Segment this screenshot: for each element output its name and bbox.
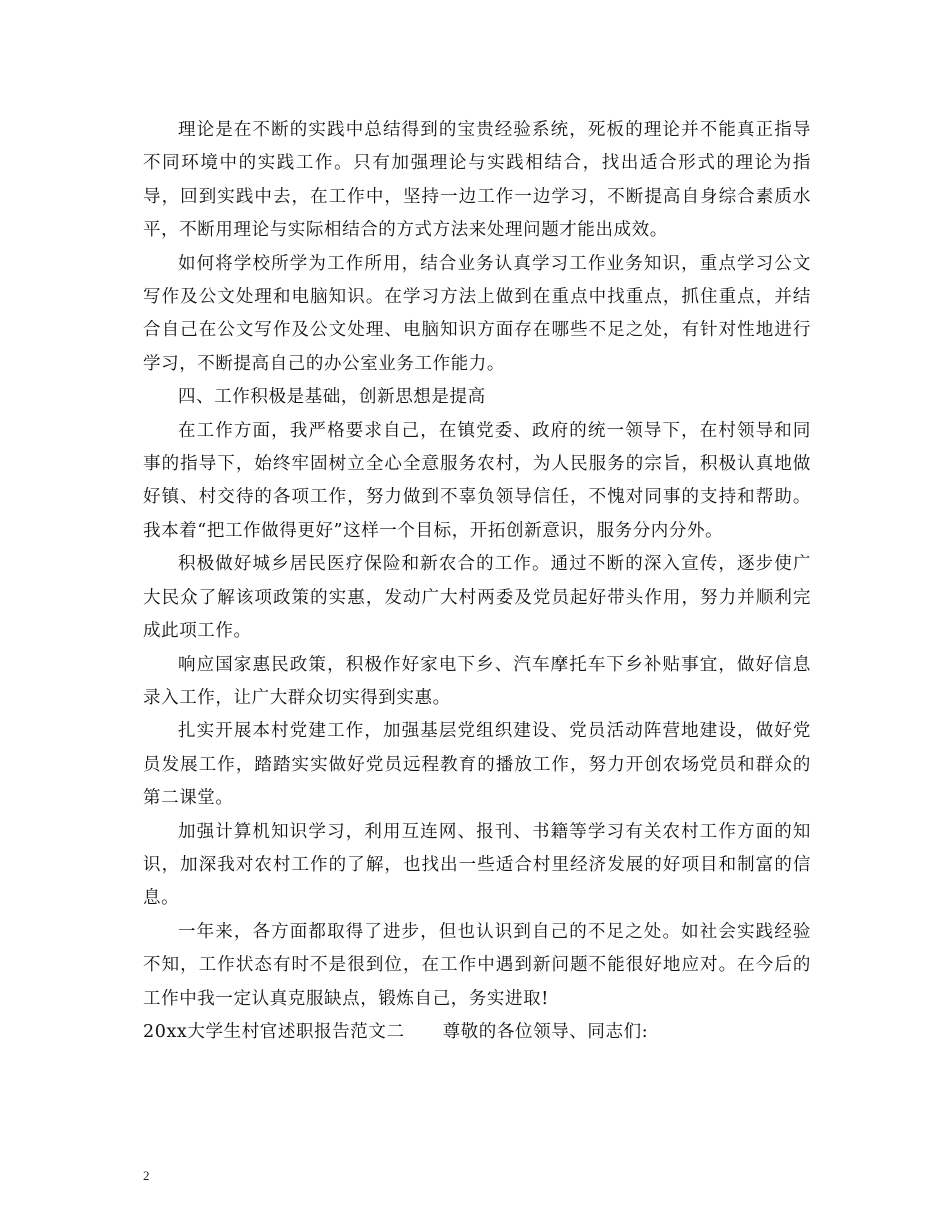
paragraph-party-building: 扎实开展本村党建工作，加强基层党组织建设、党员活动阵营地建设，做好党员发展工作，踏踏实实做好党员远程教育的播放工作，努力开创农场党员和群众的第二课堂。 — [143, 721, 811, 809]
paragraph-study-methods: 如何将学校所学为工作所用，结合业务认真学习工作业务知识，重点学习公文写作及公文处理和电脑知识。在学习方法上做到在重点中找重点，抓住重点，并结合自己在公文写作及公文处理、电脑知识方面存在哪些不足之处，有针对性地进行学习，不断提高自己的办公室业务工作能力。 — [143, 253, 811, 374]
paragraph-work-attitude: 在工作方面，我严格要求自己，在镇党委、政府的统一领导下，在村领导和同事的指导下，始终牢固树立全心全意服务农村，为人民服务的宗旨，积极认真地做好镇、村交待的各项工作，努力做到不辜负领导信任，不愧对同事的支持和帮助。我本着“把工作做得更好”这样一个目标，开拓创新意识，服务分内分外。 — [143, 420, 811, 541]
paragraph-subsidy-policy: 响应国家惠民政策，积极作好家电下乡、汽车摩托车下乡补贴事宜，做好信息录入工作，让广大群众切实得到实惠。 — [143, 654, 811, 708]
document-body — [143, 114, 811, 1049]
section-heading-four: 四、工作积极是基础，创新思想是提高 — [178, 387, 486, 408]
paragraph-medical-insurance: 积极做好城乡居民医疗保险和新农合的工作。通过不断的深入宣传，逐步使广大民众了解该项政策的实惠，发动广大村两委及党员起好带头作用，努力并顺利完成此项工作。 — [143, 554, 811, 642]
salutation: 尊敬的各位领导、同志们: — [442, 1021, 649, 1042]
paragraph-year-summary: 一年来，各方面都取得了进步，但也认识到自己的不足之处。如社会实践经验不知，工作状态有时不是很到位，在工作中遇到新问题不能很好地应对。在今后的工作中我一定认真克服缺点，锻炼自己，务实进取! — [143, 921, 811, 1009]
next-report-title: 20xx大学生村官述职报告范文二 — [143, 1021, 405, 1042]
page-number: 2 — [143, 1168, 150, 1183]
paragraph-theory-practice: 理论是在不断的实践中总结得到的宝贵经验系统，死板的理论并不能真正指导不同环境中的实践工作。只有加强理论与实践相结合，找出适合形式的理论为指导，回到实践中去，在工作中，坚持一边工作一边学习，不断提高自身综合素质水平，不断用理论与实际相结合的方式方法来处理问题才能出成效。 — [143, 120, 811, 241]
next-report-line — [143, 1016, 811, 1049]
paragraph-computer-study: 加强计算机知识学习，利用互连网、报刊、书籍等学习有关农村工作方面的知识，加深我对农村工作的了解，也找出一些适合村里经济发展的好项目和制富的信息。 — [143, 821, 811, 909]
